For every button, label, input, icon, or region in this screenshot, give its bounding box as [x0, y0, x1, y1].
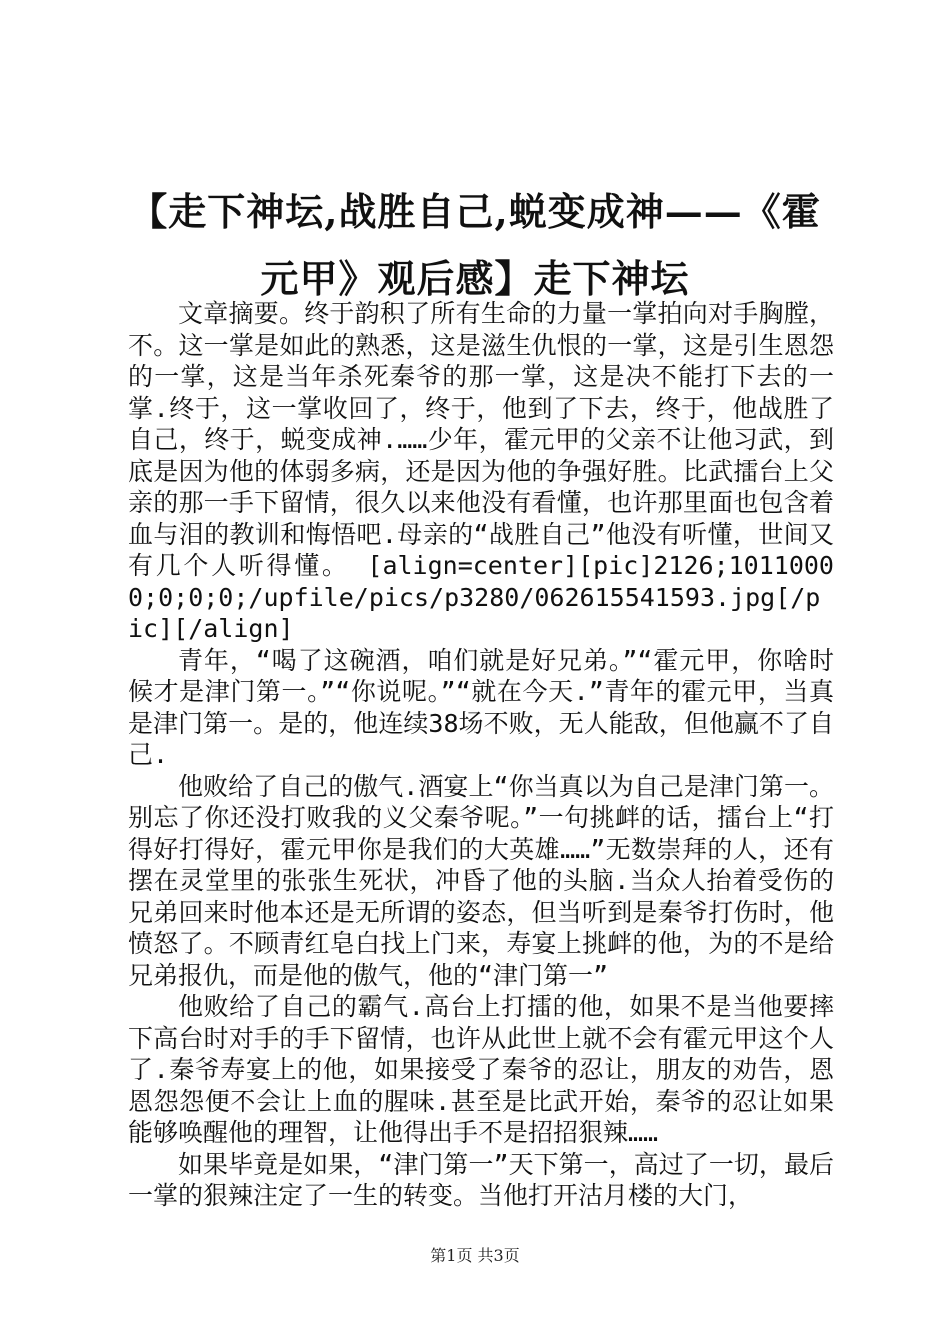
paragraph: 如果毕竟是如果，“津门第一”天下第一，高过了一切，最后一掌的狠辣注定了一生的转变。当他打开沽月楼的大门， — [128, 1149, 834, 1210]
paragraph: 他败给了自己的霸气.高台上打擂的他，如果不是当他要摔下高台时对手的手下留情，也许从此世上就不会有霍元甲这个人了.秦爷寿宴上的他，如果接受了秦爷的忍让，朋友的劝告，恩恩怨怨便不会让上血的腥味.甚至是比武开始，秦爷的忍让如果能够唤醒他的理智，让他得出手不是招招狠辣…… — [128, 992, 834, 1147]
paragraph: 文章摘要。终于韵积了所有生命的力量一掌拍向对手胸膛，不。这一掌是如此的熟悉，这是滋生仇恨的一掌，这是引生恩怨的一掌，这是当年杀死秦爷的那一掌，这是决不能打下去的一掌.终于，这一掌收回了，终于，他到了下去，终于，他战胜了自己，终于，蜕变成神.……少年，霍元甲的父亲不让他习武，到底是因为他的体弱多病，还是因为他的争强好胜。比武擂台上父亲的那一手下留情，很久以来他没有看懂，也许那里面也包含着血与泪的教训和悔悟吧.母亲的“战胜自己”他没有听懂，世间又有几个人听得懂。 [align=center][pic]2126;10110000;0;0;0;/upfile/pics/p3280/062615541593.jpg[/pic][/align] — [128, 299, 834, 643]
paragraph: 青年，“喝了这碗酒，咱们就是好兄弟。”“霍元甲，你啥时候才是津门第一。”“你说呢。”“就在今天.”青年的霍元甲，当真是津门第一。是的，他连续38场不败，无人能敌，但他赢不了自己. — [128, 645, 834, 769]
document-body — [128, 298, 834, 1212]
paragraph: 他败给了自己的傲气.酒宴上“你当真以为自己是津门第一。别忘了你还没打败我的义父秦爷呢。”一句挑衅的话，擂台上“打得好打得好，霍元甲你是我们的大英雄……”无数崇拜的人，还有摆在灵堂里的张张生死状，冲昏了他的头脑.当众人抬着受伤的兄弟回来时他本还是无所谓的姿态，但当听到是秦爷打伤时，他愤怒了。不顾青红皂白找上门来，寿宴上挑衅的他，为的不是给兄弟报仇，而是他的傲气，他的“津门第一” — [128, 771, 834, 990]
page-footer: 第1页 共3页 — [430, 1246, 520, 1265]
document-title: 【走下神坛,战胜自己,蜕变成神——《霍元甲》观后感】走下神坛 — [129, 189, 821, 301]
